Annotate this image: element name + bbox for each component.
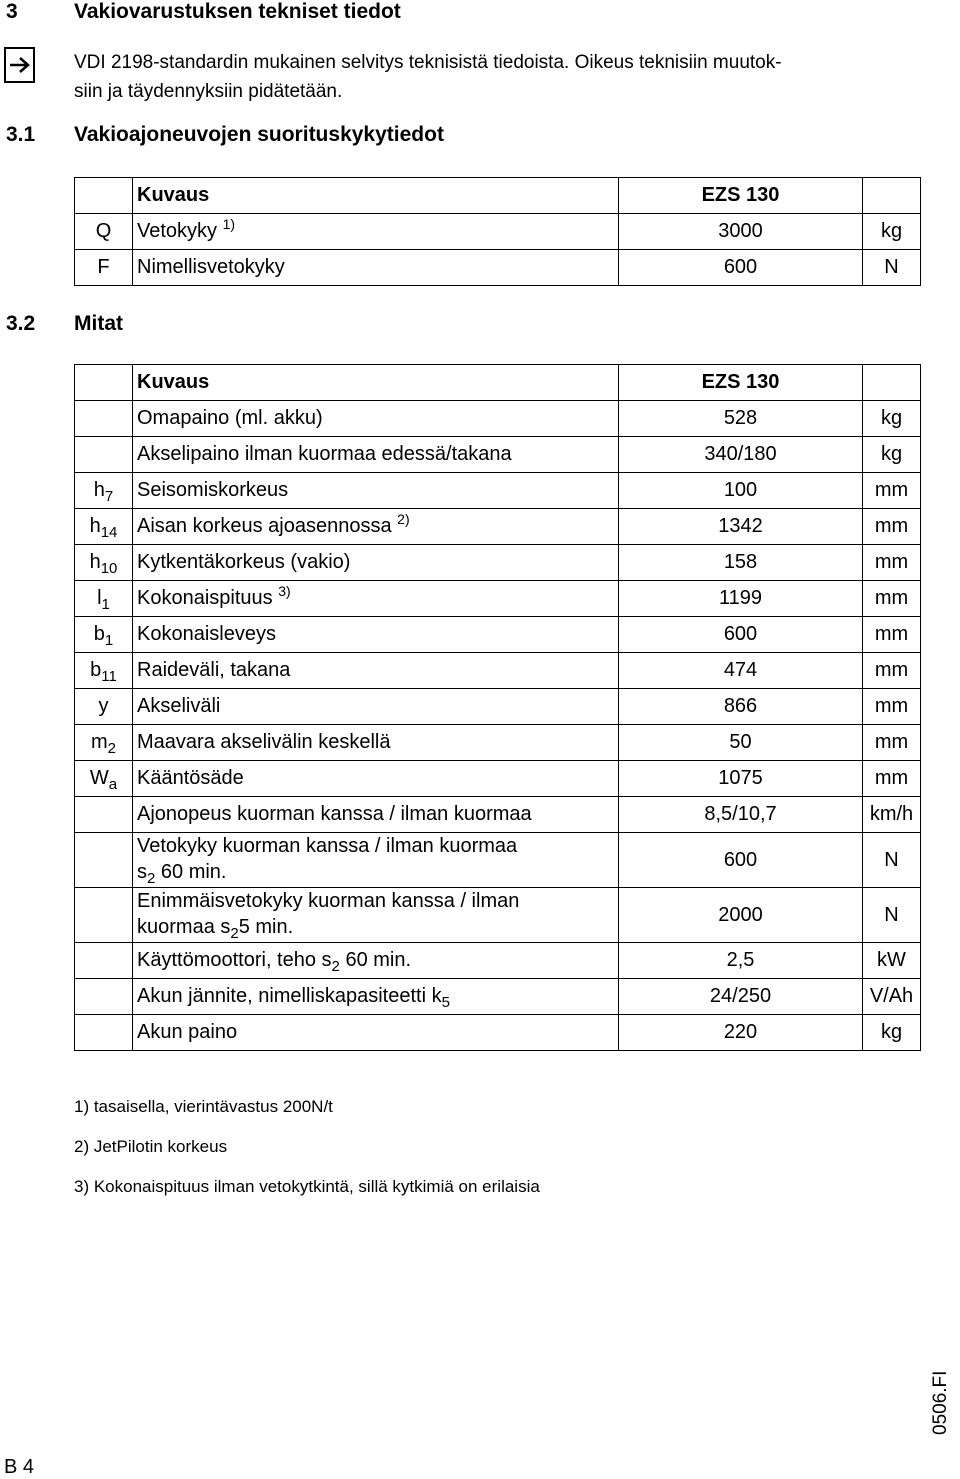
table-row [75,509,921,545]
row-unit: kg [863,437,921,473]
footnote-2: 2) JetPilotin korkeus [74,1137,228,1156]
row-value: 528 [619,401,863,437]
row-symbol [75,437,133,473]
row-symbol: $b_{11}$ [75,653,133,689]
row-value: 24/250 [619,979,863,1015]
row-desc-text: Vetokyky [137,220,218,242]
row-desc: Käyttömoottori, teho $s_2$ 60 min. [133,943,619,979]
table-row [75,833,921,888]
table-row [75,689,921,725]
row-value: 600 [619,833,863,888]
row-symbol: $b_1$ [75,617,133,653]
row-unit: N [863,250,921,286]
row-value: 1075 [619,761,863,797]
row-value: 50 [619,725,863,761]
row-desc: Ajonopeus kuorman kanssa / ilman kuormaa [133,797,619,833]
row-symbol: $h_7$ [75,473,133,509]
row-value: 474 [619,653,863,689]
footnote-3: 3) Kokonaispituus ilman vetokytkintä, sillä kytkimiä on erilaisia [74,1177,540,1196]
table-row [75,1015,921,1051]
section-number: 3 [6,0,18,23]
row-desc: Kokonaisleveys [133,617,619,653]
table-row [75,250,921,286]
row-unit: km/h [863,797,921,833]
row-symbol: $h_{14}$ [75,509,133,545]
row-desc: Nimellisvetokyky [133,250,619,286]
row-unit: mm [863,581,921,617]
row-unit: mm [863,545,921,581]
row-desc: Aisan korkeus ajoasennossa $^{2)}$ [133,509,619,545]
footnote-ref: 3) [278,583,291,599]
row-symbol: F [75,250,133,286]
subsection-title: Vakioajoneuvojen suorituskykytiedot [74,123,444,146]
row-value: 2000 [619,888,863,943]
row-unit: mm [863,653,921,689]
row-symbol [75,888,133,943]
row-unit: mm [863,761,921,797]
table-row [75,581,921,617]
row-symbol [75,833,133,888]
table-row [75,545,921,581]
table-header-desc: Kuvaus [133,178,619,214]
table-header-row [75,365,921,401]
page-number: B 4 [4,1456,35,1478]
row-unit: V/Ah [863,979,921,1015]
row-desc: Kokonaispituus $^{3)}$ [133,581,619,617]
row-value: 866 [619,689,863,725]
row-desc: Raideväli, takana [133,653,619,689]
row-unit: kg [863,214,921,250]
subsection-number: 3.2 [6,312,36,335]
subsection-title: Mitat [74,312,123,335]
row-desc: Kääntösäde [133,761,619,797]
row-unit: N [863,888,921,943]
row-value: 600 [619,250,863,286]
table-row [75,797,921,833]
row-desc: Omapaino (ml. akku) [133,401,619,437]
table-header-row [75,178,921,214]
row-unit: mm [863,473,921,509]
arrow-right-icon [4,47,35,83]
row-symbol [75,1015,133,1051]
row-unit: kg [863,401,921,437]
row-value: 158 [619,545,863,581]
document-code: 0506.FI [930,1370,951,1435]
row-symbol: $m_2$ [75,725,133,761]
row-value: 3000 [619,214,863,250]
note-text [74,48,954,106]
table-row [75,617,921,653]
row-desc: Akun jännite, nimelliskapasiteetti $k_5$ [133,979,619,1015]
row-desc: Enimmäisvetokyky kuorman kanssa / ilman kuormaa $s_25$ min. [133,888,619,943]
row-symbol: $h_{10}$ [75,545,133,581]
table-row [75,473,921,509]
footnote-1: 1) tasaisella, vierintävastus 200N/t [74,1097,333,1116]
table-header-model: EZS 130 [619,178,863,214]
dimensions-table [74,364,921,1051]
row-symbol [75,797,133,833]
row-desc: Seisomiskorkeus [133,473,619,509]
table-row [75,653,921,689]
row-desc: Akseliväli [133,689,619,725]
row-unit: N [863,833,921,888]
section-title: Vakiovarustuksen tekniset tiedot [74,0,401,23]
row-value: 2,5 [619,943,863,979]
row-value: 340/180 [619,437,863,473]
table-header-symbol [75,178,133,214]
row-symbol: $W_a$ [75,761,133,797]
footnote-ref: 1) [222,216,236,232]
table-header-symbol [75,365,133,401]
note-line-2: siin ja täydennyksiin pidätetään. [74,81,343,102]
row-value: 1342 [619,509,863,545]
row-unit: mm [863,617,921,653]
table-row [75,214,921,250]
row-desc: Kytkentäkorkeus (vakio) [133,545,619,581]
row-value: 600 [619,617,863,653]
row-desc [133,214,619,250]
performance-table [74,177,921,286]
row-value: 220 [619,1015,863,1051]
row-desc: Akselipaino ilman kuormaa edessä/takana [133,437,619,473]
table-row [75,437,921,473]
note-line-1: VDI 2198-standardin mukainen selvitys teknisistä tiedoista. Oikeus teknisiin muutok- [74,52,782,73]
row-unit: mm [863,725,921,761]
table-row [75,888,921,943]
table-header-unit [863,178,921,214]
row-symbol: $l_1$ [75,581,133,617]
table-row [75,979,921,1015]
row-unit: mm [863,509,921,545]
row-value: 1199 [619,581,863,617]
table-header-model: EZS 130 [619,365,863,401]
row-desc: Akun paino [133,1015,619,1051]
table-header-desc: Kuvaus [133,365,619,401]
row-desc: Vetokyky kuorman kanssa / ilman kuormaa $s_2$ 60 min. [133,833,619,888]
row-value: 8,5/10,7 [619,797,863,833]
row-symbol [75,979,133,1015]
subsection-number: 3.1 [6,123,36,146]
row-unit: kW [863,943,921,979]
table-row [75,401,921,437]
row-symbol [75,943,133,979]
table-header-unit [863,365,921,401]
row-unit: kg [863,1015,921,1051]
row-value: 100 [619,473,863,509]
row-desc: Maavara akselivälin keskellä [133,725,619,761]
row-symbol: Q [75,214,133,250]
table-row [75,725,921,761]
table-row [75,943,921,979]
row-symbol [75,401,133,437]
table-row [75,761,921,797]
row-unit: mm [863,689,921,725]
footnote-ref: 2) [397,511,410,527]
row-symbol: y [75,689,133,725]
